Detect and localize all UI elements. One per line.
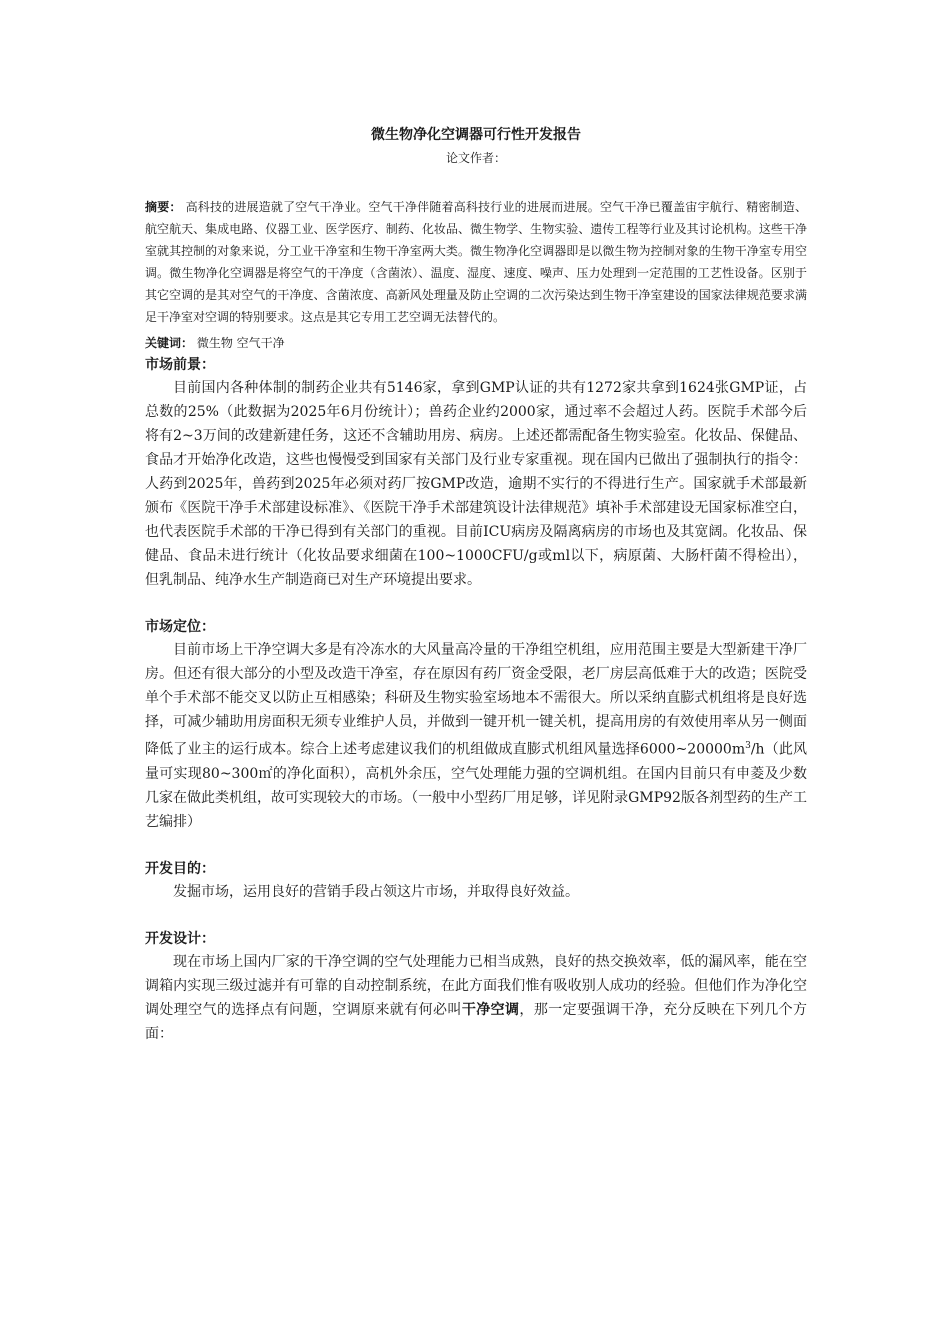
author-line: 论文作者： — [445, 151, 506, 165]
spacer — [145, 592, 807, 616]
document-page — [145, 124, 807, 1046]
section-text-market-outlook: 目前国内各种体制的制药企业共有5146家，拿到GMP认证的共有1272家共拿到1624张GMP证，占总数的25%（此数据为2025年6月份统计）；兽药企业约2000家，通过率不会超过人药。医院手术部今后将有2~3万间的改建新建任务，这还不含辅助用房、病房。上述还都需配备生物实验室。化妆品、保健品、食品才开始净化改造，这些也慢慢受到国家有关部门及行业专家重视。现在国内已做出了强制执行的指令：人药到2025年，兽药到2025年必须对药厂按GMP改造，逾期不实行的不得进行生产。国家就手术部最新颁布《医院干净手术部建设标准》、《医院干净手术部建筑设计法律规范》填补手术部建设无国家标准空白，也代表医院手术部的干净已得到有关部门的重视。目前ICU病房及隔离病房的市场也及其宽阔。化妆品、保健品、食品未进行统计（化妆品要求细菌在100~1000CFU/g或ml以下，病原菌、大肠杆菌不得检出），但乳制品、纯净水生产制造商已对生产环境提出要求。 — [145, 380, 807, 588]
section-text-market-positioning — [145, 638, 807, 834]
section-text-purpose: 发掘市场，运用良好的营销手段占领这片市场，并取得良好效益。 — [173, 883, 579, 900]
abstract-label: 摘要： — [145, 200, 182, 214]
section-heading-design: 开发设计： — [145, 930, 215, 947]
document-title: 微生物净化空调器可行性开发报告 — [371, 127, 581, 143]
spacer — [145, 834, 807, 858]
positioning-text-part2: /h（此风量可实现80~300㎡的净化面积），高机外余压，空气处理能力强的空调机组。在国内目前只有申菱及少数几家在做此类机组，故可实现较大的市场。（一般中小型药厂用足够，详见附录GMP92版各剂型药的生产工艺编排） — [145, 741, 808, 830]
positioning-superscript: 3 — [745, 741, 751, 751]
section-heading-market-positioning: 市场定位： — [145, 619, 215, 635]
section-text-design — [145, 950, 807, 1046]
positioning-text-part1: 目前市场上干净空调大多是有冷冻水的大风量高冷量的干净组空机组，应用范围主要是大型新建干净厂房。但还有很大部分的小型及改造干净室，存在原因有药厂资金受限，老厂房层高低难于大的改造；医院受单个手术部不能交叉以防止互相感染；科研及生物实验室场地本不需很大。所以采纳直膨式机组将是良好选择，可减少辅助用房面积无须专业维护人员，并做到一键开机一键关机，提高用房的有效使用率从另一侧面降低了业主的运行成本。综合上述考虑建议我们的机组做成直膨式机组风量选择6000~20000m — [145, 642, 807, 758]
abstract-text: 高科技的进展造就了空气干净业。空气干净伴随着高科技行业的进展而进展。空气干净已覆盖宙宇航行、精密制造、航空航天、集成电路、仪器工业、医学医疗、制药、化妆品、微生物学、生物实验、遗传工程等行业及其讨论机构。这些干净室就其控制的对象来说，分工业干净室和生物干净室两大类。微生物净化空调器即是以微生物为控制对象的生物干净室专用空调。微生物净化空调器是将空气的干净度（含菌浓）、温度、湿度、速度、噪声、压力处理到一定范围的工艺性设备。区别于其它空调的是其对空气的干净度、含菌浓度、高新风处理量及防止空调的二次污染达到生物干净室建设的国家法律规范要求满足干净室对空调的特别要求。这点是其它专用工艺空调无法替代的。 — [145, 200, 807, 324]
section-heading-purpose: 开发目的： — [145, 860, 215, 877]
design-text-part2: ，那一定要强调干净，充分反映在下列几个方面： — [145, 1001, 808, 1042]
keywords-label: 关键词： — [145, 336, 194, 350]
design-text-bold: 干净空调 — [461, 1001, 520, 1018]
spacer — [145, 904, 807, 928]
section-heading-market-outlook: 市场前景： — [145, 357, 215, 373]
abstract — [145, 196, 807, 328]
keywords-text: 微生物 空气干净 — [196, 336, 285, 350]
keywords — [145, 332, 807, 354]
design-text-part1: 现在市场上国内厂家的干净空调的空气处理能力已相当成熟，良好的热交换效率，低的漏风率，能在空调箱内实现三级过滤并有可靠的自动控制系统，在此方面我们惟有吸收别人成功的经验。但他们作为净化空调处理空气的选择点有问题，空调原来就有何必叫 — [145, 953, 807, 1018]
